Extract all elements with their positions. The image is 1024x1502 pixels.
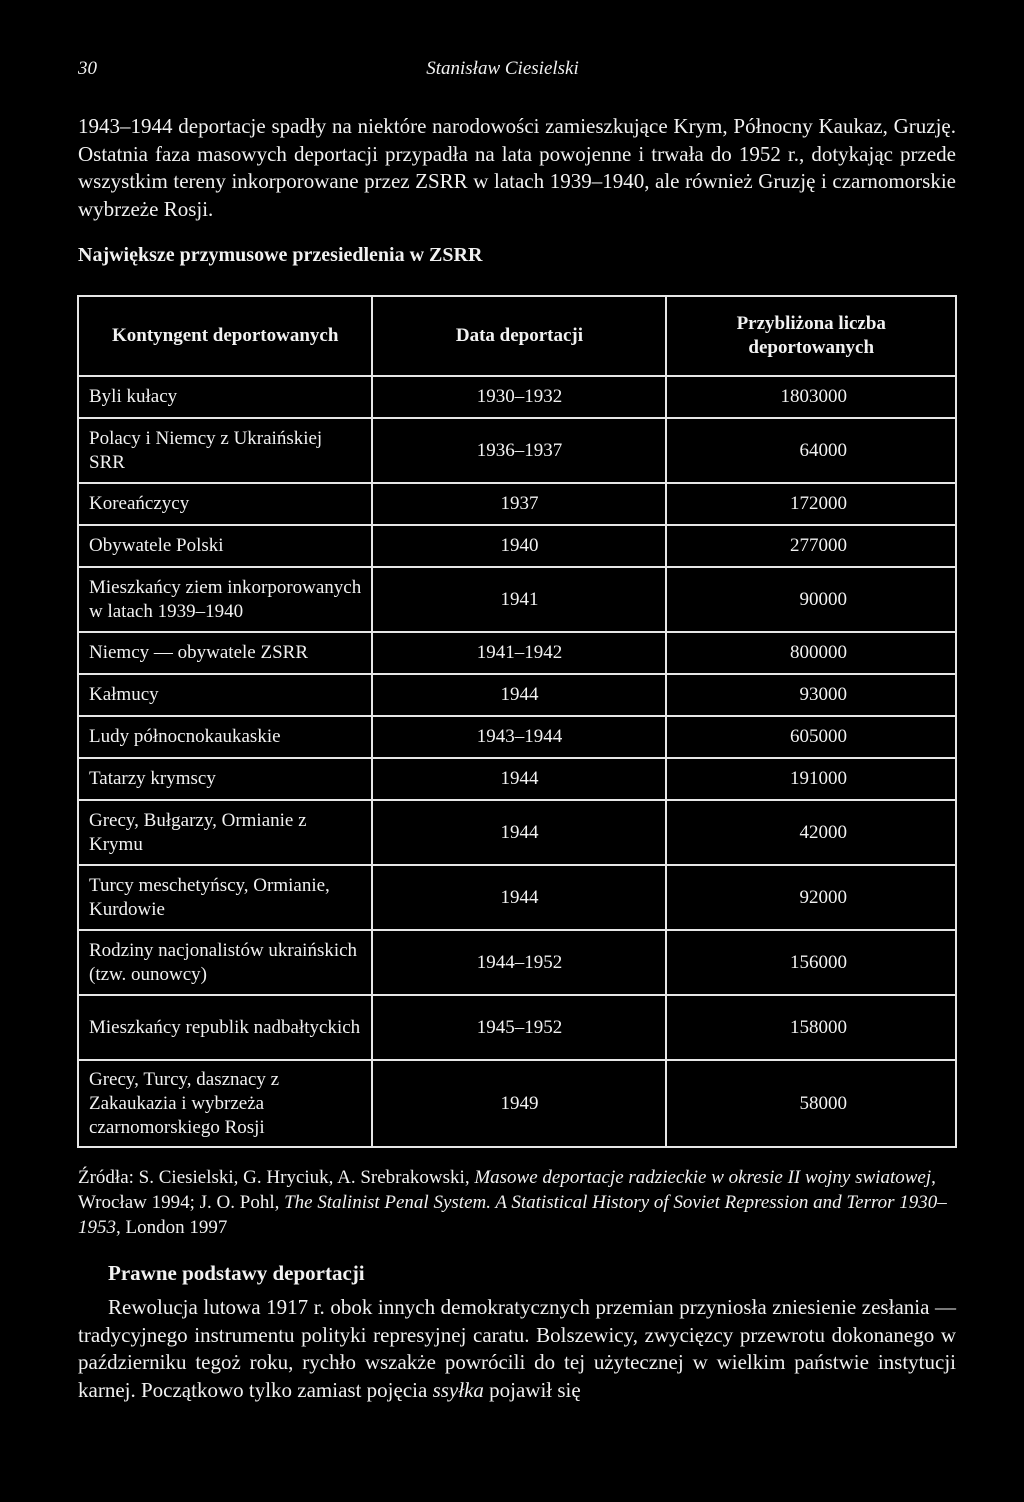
cell-count: 158000 — [666, 995, 956, 1060]
cell-group: Byli kułacy — [78, 376, 372, 418]
cell-count: 172000 — [666, 483, 956, 525]
cell-date: 1949 — [372, 1060, 666, 1147]
cell-group: Obywatele Polski — [78, 525, 372, 567]
table-row — [78, 376, 956, 418]
cell-count: 191000 — [666, 758, 956, 800]
section-heading: Prawne podstawy deportacji — [108, 1261, 365, 1285]
cell-date: 1940 — [372, 525, 666, 567]
page-number: 30 — [78, 58, 97, 79]
body-paragraph-term: ssyłka — [432, 1377, 484, 1402]
table-row — [78, 865, 956, 930]
cell-date: 1944 — [372, 674, 666, 716]
column-header-count: Przybliżona liczba deportowanych — [666, 296, 956, 376]
body-paragraph-text: Rewolucja lutowa 1917 r. obok innych demokratycznych przemian przyniosła zniesienie zesłania — tradycyjnego instrumentu polityki represyjnej caratu. Bolszewicy, zwycięzcy przewrotu dokonanego w październiku tegoż roku, rychło wszakże powrócili do tej użytecznej w wielkim państwie instytucji karnej. Początkowo tylko zamiast pojęcia — [78, 1295, 956, 1402]
cell-group: Mieszkańcy ziem inkorporowanych w latach 1939–1940 — [78, 567, 372, 632]
deportations-table — [77, 295, 957, 1148]
cell-count: 42000 — [666, 800, 956, 865]
cell-date: 1944–1952 — [372, 930, 666, 995]
table-row — [78, 567, 956, 632]
table-row — [78, 800, 956, 865]
cell-date: 1944 — [372, 865, 666, 930]
cell-date: 1941 — [372, 567, 666, 632]
body-paragraph-tail: pojawił się — [483, 1377, 581, 1402]
cell-group: Koreańczycy — [78, 483, 372, 525]
table-row — [78, 525, 956, 567]
sources-mid: , Wrocław 1994; J. O. Pohl, — [78, 1167, 936, 1213]
cell-count: 92000 — [666, 865, 956, 930]
column-header-date: Data deportacji — [372, 296, 666, 376]
table-sources-note — [78, 1165, 956, 1240]
intro-paragraph: 1943–1944 deportacje spadły na niektóre narodowości zamieszkujące Krym, Północny Kaukaz, Gruzję. Ostatnia faza masowych deportacji przypadła na lata powojenne i trwała do 1952 r., dotykając przede wszystkim tereny inkorporowane przez ZSRR w latach 1939–1940, ale również Gruzję i czarnomorskie wybrzeże Rosji. — [78, 114, 956, 221]
table-header-row — [78, 296, 956, 376]
cell-group: Grecy, Turcy, dasznacy z Zakaukazia i wybrzeża czarnomorskiego Rosji — [78, 1060, 372, 1147]
table-row — [78, 716, 956, 758]
cell-group: Niemcy — obywatele ZSRR — [78, 632, 372, 674]
table-row — [78, 418, 956, 483]
running-head-author: Stanisław Ciesielski — [426, 58, 579, 79]
table-row — [78, 483, 956, 525]
cell-count: 156000 — [666, 930, 956, 995]
cell-date: 1943–1944 — [372, 716, 666, 758]
cell-group: Turcy meschetyńscy, Ormianie, Kurdowie — [78, 865, 372, 930]
cell-count: 64000 — [666, 418, 956, 483]
table-row — [78, 995, 956, 1060]
cell-group: Polacy i Niemcy z Ukraińskiej SRR — [78, 418, 372, 483]
sources-title-1: Masowe deportacje radzieckie w okresie II wojny swiatowej — [474, 1167, 932, 1188]
cell-group: Kałmucy — [78, 674, 372, 716]
sources-suffix: , London 1997 — [116, 1217, 228, 1238]
body-paragraph — [78, 1294, 956, 1404]
cell-count: 605000 — [666, 716, 956, 758]
sources-title-2: The Stalinist Penal System. A Statistical History of Soviet Repression and Terror 1930–1953 — [78, 1192, 947, 1238]
cell-count: 277000 — [666, 525, 956, 567]
table-row — [78, 930, 956, 995]
cell-date: 1944 — [372, 758, 666, 800]
table-row — [78, 674, 956, 716]
cell-date: 1936–1937 — [372, 418, 666, 483]
table-row — [78, 758, 956, 800]
sources-prefix: Źródła: S. Ciesielski, G. Hryciuk, A. Srebrakowski, — [78, 1167, 475, 1188]
table-title: Największe przymusowe przesiedlenia w ZSRR — [78, 244, 483, 266]
cell-date: 1944 — [372, 800, 666, 865]
cell-group: Rodziny nacjonalistów ukraińskich (tzw. ounowcy) — [78, 930, 372, 995]
cell-count: 90000 — [666, 567, 956, 632]
cell-date: 1945–1952 — [372, 995, 666, 1060]
cell-group: Ludy północnokaukaskie — [78, 716, 372, 758]
cell-group: Mieszkańcy republik nadbałtyckich — [78, 995, 372, 1060]
cell-count: 800000 — [666, 632, 956, 674]
cell-date: 1941–1942 — [372, 632, 666, 674]
cell-group: Grecy, Bułgarzy, Ormianie z Krymu — [78, 800, 372, 865]
cell-date: 1930–1932 — [372, 376, 666, 418]
column-header-group: Kontyngent deportowanych — [78, 296, 372, 376]
cell-group: Tatarzy krymscy — [78, 758, 372, 800]
cell-date: 1937 — [372, 483, 666, 525]
cell-count: 93000 — [666, 674, 956, 716]
cell-count: 1803000 — [666, 376, 956, 418]
table-row — [78, 632, 956, 674]
page-header — [78, 58, 927, 88]
cell-count: 58000 — [666, 1060, 956, 1147]
table-row — [78, 1060, 956, 1147]
